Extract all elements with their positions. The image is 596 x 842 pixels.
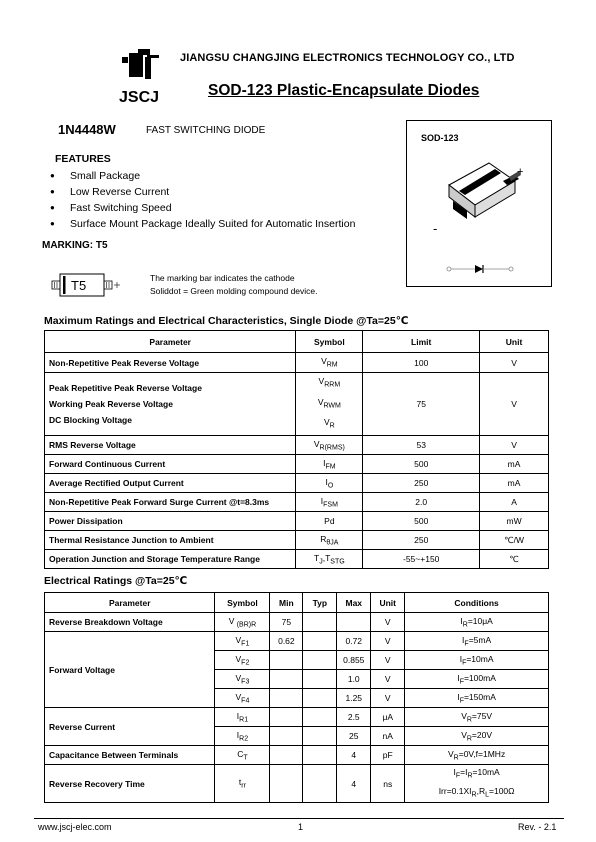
limit-cell: 500: [363, 512, 480, 531]
table-row: [45, 746, 549, 765]
symbol-cell: $C_T$: [215, 746, 270, 765]
limit-cell: 250: [363, 474, 480, 493]
limit-cell: -55~+150: [363, 550, 480, 569]
col-header: Limit: [363, 331, 480, 353]
symbol-cell: $I_{R2}$: [215, 727, 270, 746]
param-cell: Operation Junction and Storage Temperature Range: [45, 550, 296, 569]
symbol-cell: $R_{\theta JA}$: [296, 531, 363, 550]
condition-cell: $V_R=0V,f=1MHz$: [405, 746, 549, 765]
col-header: Parameter: [45, 331, 296, 353]
typ-cell: [303, 613, 337, 632]
feature-item: ● Low Reverse Current: [50, 184, 355, 200]
table-row: [45, 632, 549, 651]
marking-note: [150, 272, 318, 298]
condition-cell: $I_F=150mA$: [405, 689, 549, 708]
marking-note-line: The marking bar indicates the cathode: [150, 273, 295, 283]
param-cell: Peak Repetitive Peak Reverse Voltage Working Peak Reverse Voltage DC Blocking Voltage: [45, 373, 296, 436]
param-cell: Capacitance Between Terminals: [45, 746, 215, 765]
max-cell: [337, 613, 371, 632]
table-row: [45, 373, 549, 436]
condition-cell: $I_F=10mA$: [405, 651, 549, 670]
symbol-cell: $I_{FSM}$: [296, 493, 363, 512]
table-row: [45, 512, 549, 531]
minus-sign: -: [433, 221, 438, 236]
unit-cell: V: [480, 373, 549, 436]
col-header: Unit: [480, 331, 549, 353]
param-cell: Thermal Resistance Junction to Ambient: [45, 531, 296, 550]
feature-item: ● Surface Mount Package Ideally Suited for Automatic Insertion: [50, 216, 355, 232]
symbol-cell: $V_{F1}$: [215, 632, 270, 651]
table-row: [45, 353, 549, 373]
marking-code: T5: [71, 278, 87, 293]
symbol-cell: $T_J,T_{STG}$: [296, 550, 363, 569]
param-cell: Non-Repetitive Peak Reverse Voltage: [45, 353, 296, 373]
param-cell: Average Rectified Output Current: [45, 474, 296, 493]
symbol-cell: $I_{FM}$: [296, 455, 363, 474]
max-cell: 4: [337, 746, 371, 765]
col-header: Max: [337, 593, 371, 613]
unit-cell: V: [480, 436, 549, 455]
unit-cell: V: [371, 651, 405, 670]
min-cell: [270, 708, 303, 727]
sod123-package-icon: [407, 121, 551, 286]
features-heading: FEATURES: [55, 153, 111, 165]
limit-cell: 500: [363, 455, 480, 474]
max-ratings-title: Maximum Ratings and Electrical Characteristics, Single Diode @Ta=25℃: [44, 315, 409, 327]
unit-cell: mW: [480, 512, 549, 531]
param-cell: Power Dissipation: [45, 512, 296, 531]
table-row: [45, 613, 549, 632]
plus-sign: +: [517, 166, 524, 178]
param-cell: Forward Continuous Current: [45, 455, 296, 474]
logo-text: JSCJ: [119, 89, 160, 105]
symbol-cell: V $_{(BR)R}$: [215, 613, 270, 632]
col-header: Typ: [303, 593, 337, 613]
param-cell: Forward Voltage: [45, 632, 215, 708]
elec-ratings-table: [44, 592, 549, 803]
jscj-logo: [118, 47, 178, 105]
min-cell: [270, 670, 303, 689]
elec-ratings-title: Electrical Ratings @Ta=25℃: [44, 575, 188, 587]
symbol-cell: $I_O$: [296, 474, 363, 493]
param-cell: Reverse Recovery Time: [45, 765, 215, 803]
typ-cell: [303, 727, 337, 746]
typ-cell: [303, 651, 337, 670]
unit-cell: mA: [480, 455, 549, 474]
col-header: Min: [270, 593, 303, 613]
table-row: [45, 531, 549, 550]
symbol-cell: $V_{R(RMS)}$: [296, 436, 363, 455]
table-row: [45, 550, 549, 569]
footer-url[interactable]: www.jscj-elec.com: [38, 822, 112, 832]
table-row: [45, 436, 549, 455]
marking-note-line: Soliddot = Green molding compound device.: [150, 286, 318, 296]
condition-cell: $I_R=10\mu A$: [405, 613, 549, 632]
unit-cell: ns: [371, 765, 405, 803]
symbol-cell: $V_{RRM}$ $V_{RWM}$ $V_R$: [296, 373, 363, 436]
document-title: SOD-123 Plastic-Encapsulate Diodes: [208, 82, 480, 99]
unit-cell: ℃: [480, 550, 549, 569]
col-header: Conditions: [405, 593, 549, 613]
unit-cell: mA: [480, 474, 549, 493]
min-cell: 75: [270, 613, 303, 632]
unit-cell: μA: [371, 708, 405, 727]
condition-cell: $V_R=20V$: [405, 727, 549, 746]
max-cell: 1.0: [337, 670, 371, 689]
revision: Rev. - 2.1: [518, 822, 557, 832]
package-name: SOD-123: [421, 133, 459, 143]
table-row: [45, 493, 549, 512]
typ-cell: [303, 746, 337, 765]
max-cell: 2.5: [337, 708, 371, 727]
param-cell: Non-Repetitive Peak Forward Surge Current @t=8.3ms: [45, 493, 296, 512]
table-header-row: [45, 331, 549, 353]
symbol-cell: $V_{RM}$: [296, 353, 363, 373]
unit-cell: V: [371, 670, 405, 689]
min-cell: [270, 765, 303, 803]
typ-cell: [303, 689, 337, 708]
typ-cell: [303, 632, 337, 651]
condition-cell: $I_F=100mA$: [405, 670, 549, 689]
min-cell: 0.62: [270, 632, 303, 651]
col-header: Symbol: [215, 593, 270, 613]
col-header: Unit: [371, 593, 405, 613]
symbol-cell: $V_{F3}$: [215, 670, 270, 689]
limit-cell: 75: [363, 373, 480, 436]
symbol-cell: Pd: [296, 512, 363, 531]
min-cell: [270, 746, 303, 765]
param-cell: Reverse Breakdown Voltage: [45, 613, 215, 632]
table-row: [45, 708, 549, 727]
max-cell: 0.855: [337, 651, 371, 670]
param-cell: RMS Reverse Voltage: [45, 436, 296, 455]
feature-item: ● Fast Switching Speed: [50, 200, 355, 216]
symbol-cell: $t_{rr}$: [215, 765, 270, 803]
package-drawing-box: [406, 120, 552, 287]
part-description: FAST SWITCHING DIODE: [146, 125, 266, 136]
symbol-cell: $I_{R1}$: [215, 708, 270, 727]
unit-cell: V: [480, 353, 549, 373]
feature-item: ● Small Package: [50, 168, 355, 184]
typ-cell: [303, 670, 337, 689]
max-cell: 1.25: [337, 689, 371, 708]
min-cell: [270, 727, 303, 746]
unit-cell: ℃/W: [480, 531, 549, 550]
company-name: JIANGSU CHANGJING ELECTRONICS TECHNOLOGY CO., LTD: [180, 52, 515, 64]
unit-cell: V: [371, 632, 405, 651]
limit-cell: 2.0: [363, 493, 480, 512]
footer-divider: [34, 818, 564, 819]
max-cell: 25: [337, 727, 371, 746]
max-ratings-table: [44, 330, 549, 569]
condition-cell: $I_F=I_R=10mA$ $Irr=0.1XI_R,R_L=100\Omega$: [405, 765, 549, 803]
unit-cell: V: [371, 689, 405, 708]
typ-cell: [303, 708, 337, 727]
symbol-cell: $V_{F4}$: [215, 689, 270, 708]
max-cell: 0.72: [337, 632, 371, 651]
table-row: [45, 455, 549, 474]
symbol-cell: $V_{F2}$: [215, 651, 270, 670]
max-cell: 4: [337, 765, 371, 803]
part-number: 1N4448W: [58, 122, 116, 137]
unit-cell: pF: [371, 746, 405, 765]
condition-cell: $V_R=75V$: [405, 708, 549, 727]
unit-cell: V: [371, 613, 405, 632]
limit-cell: 53: [363, 436, 480, 455]
table-row: [45, 765, 549, 803]
condition-cell: $I_F=5mA$: [405, 632, 549, 651]
limit-cell: 250: [363, 531, 480, 550]
unit-cell: nA: [371, 727, 405, 746]
col-header: Symbol: [296, 331, 363, 353]
col-header: Parameter: [45, 593, 215, 613]
table-header-row: [45, 593, 549, 613]
features-list: [50, 168, 355, 232]
marking-package-icon: [50, 272, 125, 298]
page-number: 1: [298, 822, 304, 832]
limit-cell: 100: [363, 353, 480, 373]
unit-cell: A: [480, 493, 549, 512]
typ-cell: [303, 765, 337, 803]
param-cell: Reverse Current: [45, 708, 215, 746]
table-row: [45, 474, 549, 493]
min-cell: [270, 689, 303, 708]
marking-label: MARKING: T5: [42, 240, 108, 251]
min-cell: [270, 651, 303, 670]
